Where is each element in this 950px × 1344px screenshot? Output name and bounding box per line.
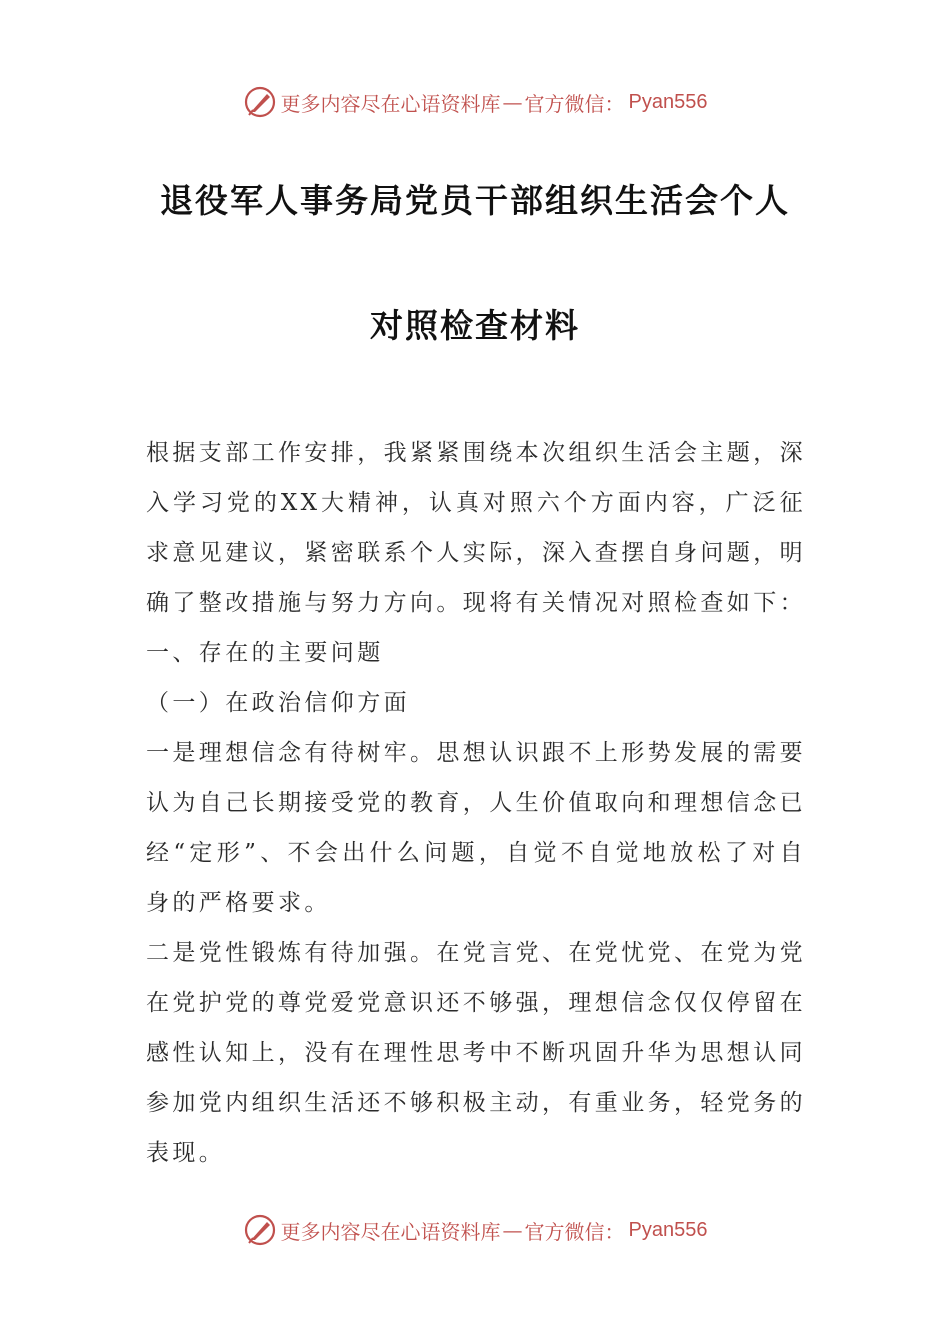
banner-text: 更多内容尽在心语资料库 [280,91,501,116]
banner-wechat-label: 官方微信： [524,91,625,116]
header-watermark-banner [0,82,950,122]
paragraph-point-1: 一是理想信念有待树牢。思想认识跟不上形势发展的需要认为自己长期接受党的教育，人生价值取向和理想信念已经“定形”、不会出什么问题，自觉不自觉地放松了对自身的严格要求。 [146,740,806,916]
banner-wechat-id: Pyan556 [628,1218,708,1241]
paragraph-intro: 根据支部工作安排，我紧紧围绕本次组织生活会主题，深入学习党的XX大精神，认真对照六个方面内容，广泛征求意见建议，紧密联系个人实际，深入查摆自身问题，明确了整改措施与努力方向。现将有关情况对照检查如下： [146,440,806,616]
document-title-line-2: 对照检查材料 [370,306,580,345]
document-title-line-1: 退役军人事务局党员干部组织生活会个人 [160,181,790,220]
banner-separator: — [502,90,523,114]
banner-wechat-label: 官方微信： [524,1219,625,1244]
quill-logo-icon [243,85,277,119]
heading-subsection-1: （一）在政治信仰方面 [146,690,410,716]
heading-section-1: 一、存在的主要问题 [146,640,384,666]
banner-separator: — [502,1218,523,1242]
banner-wechat-id: Pyan556 [628,90,708,113]
paragraph-point-2: 二是党性锻炼有待加强。在党言党、在党忧党、在党为党在党护党的尊党爱党意识还不够强，理想信念仅仅停留在感性认知上，没有在理性思考中不断巩固升华为思想认同参加党内组织生活还不够积极主动，有重业务，轻党务的表现。 [146,940,806,1166]
footer-watermark-banner [0,1210,950,1250]
document-body [146,428,806,1178]
quill-logo-icon [243,1213,277,1247]
banner-text: 更多内容尽在心语资料库 [280,1219,501,1244]
